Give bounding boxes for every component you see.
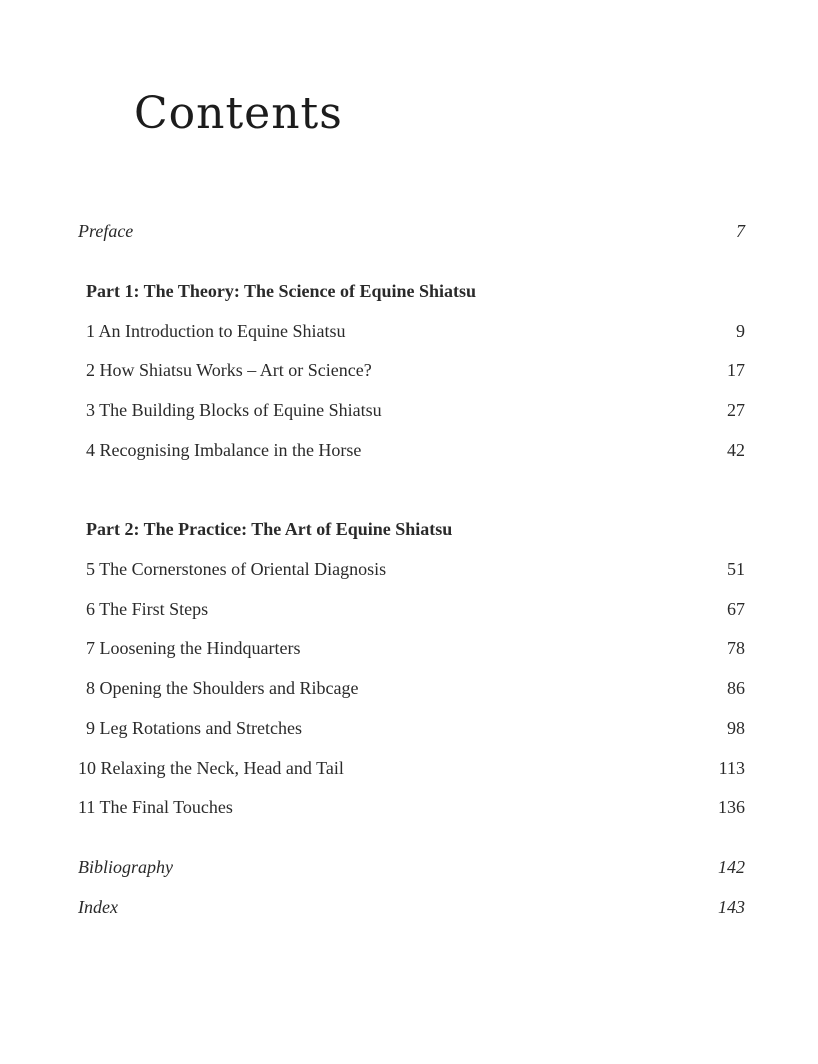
toc-entry-label: 1 An Introduction to Equine Shiatsu [86,321,346,341]
part-2-heading: Part 2: The Practice: The Art of Equine Shiatsu [86,519,453,539]
toc-entry-preface[interactable] [78,219,745,243]
toc-entry-chapter-5[interactable] [86,557,745,581]
toc-entry-page: 136 [718,797,745,817]
toc-entry-label: 8 Opening the Shoulders and Ribcage [86,678,359,698]
part-1-heading: Part 1: The Theory: The Science of Equine Shiatsu [86,281,477,301]
toc-entry-label: 6 The First Steps [86,599,209,619]
toc-entry-page: 51 [727,559,745,579]
toc-entry-label: 11 The Final Touches [78,797,233,817]
toc-entry-label: 7 Loosening the Hindquarters [86,638,301,658]
toc-entry-page: 142 [718,857,745,877]
toc-entry-chapter-8[interactable] [86,676,745,700]
toc-entry-label: 3 The Building Blocks of Equine Shiatsu [86,400,382,420]
toc-entry-page: 67 [727,599,745,619]
toc-entry-page: 7 [736,221,745,241]
toc-entry-chapter-10[interactable] [78,756,745,780]
toc-entry-page: 143 [718,897,745,917]
toc-entry-page: 27 [727,400,745,420]
toc-entry-label: Bibliography [78,857,173,877]
toc-entry-page: 78 [727,638,745,658]
toc-entry-chapter-2[interactable] [86,358,745,382]
toc-entry-index[interactable] [78,895,745,919]
toc-entry-chapter-4[interactable] [86,438,745,462]
toc-entry-bibliography[interactable] [78,855,745,879]
toc-entry-label: 5 The Cornerstones of Oriental Diagnosis [86,559,387,579]
toc-entry-chapter-1[interactable] [86,319,745,343]
toc-entry-chapter-7[interactable] [86,636,745,660]
toc-entry-label: 2 How Shiatsu Works – Art or Science? [86,360,372,380]
page-title: Contents [134,88,343,139]
toc-entry-label: Index [78,897,118,917]
toc-entry-chapter-11[interactable] [78,795,745,819]
toc-entry-label: 4 Recognising Imbalance in the Horse [86,440,362,460]
toc-entry-page: 113 [718,758,745,778]
toc-entry-page: 86 [727,678,745,698]
toc-entry-label: 10 Relaxing the Neck, Head and Tail [78,758,344,778]
toc-entry-page: 17 [727,360,745,380]
toc-entry-label: 9 Leg Rotations and Stretches [86,718,302,738]
toc-entry-page: 42 [727,440,745,460]
toc-entry-page: 98 [727,718,745,738]
toc-entry-chapter-6[interactable] [86,597,745,621]
toc-entry-page: 9 [736,321,745,341]
toc-entry-label: Preface [78,221,134,241]
toc-entry-chapter-3[interactable] [86,398,745,422]
toc-entry-chapter-9[interactable] [86,716,745,740]
